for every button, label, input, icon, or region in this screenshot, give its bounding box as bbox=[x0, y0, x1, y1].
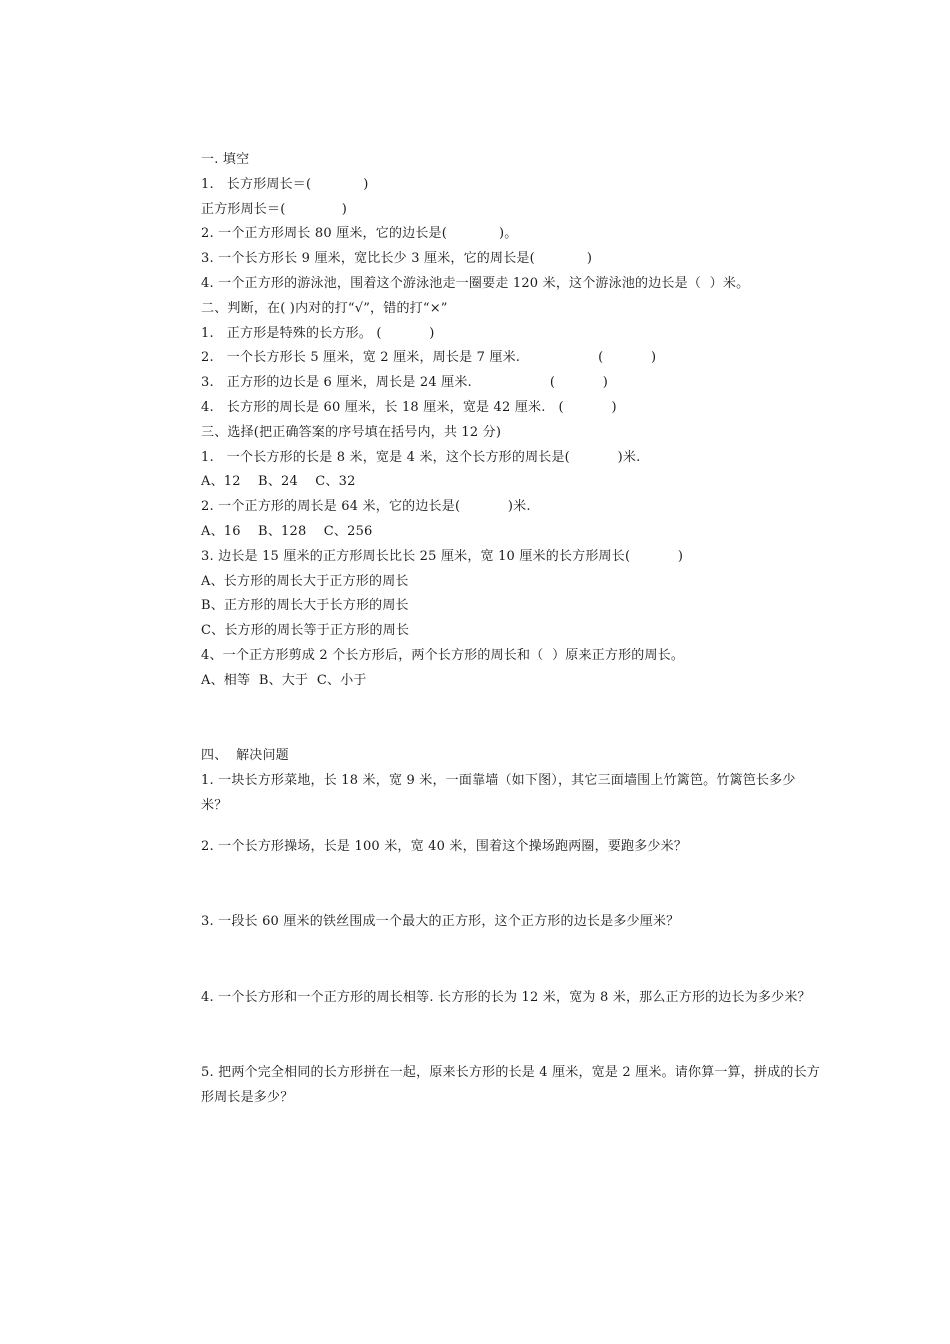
s3-q3-option-a: A、长方形的周长大于正方形的周长 bbox=[201, 573, 409, 589]
s2-item-4: 4. 长方形的周长是 60 厘米，长 18 厘米，宽是 42 厘米. ( ) bbox=[201, 399, 617, 415]
s3-q1-options: A、12 B、24 C、32 bbox=[201, 474, 356, 490]
s2-item-2: 2. 一个长方形长 5 厘米，宽 2 厘米，周长是 7 厘米. ( ) bbox=[201, 350, 657, 366]
s1-item-3: 3. 一个长方形长 9 厘米，宽比长少 3 厘米，它的周长是( ) bbox=[201, 251, 593, 267]
s3-q1: 1. 一个长方形的长是 8 米，宽是 4 米，这个长方形的周长是( )米. bbox=[201, 449, 641, 465]
spacer bbox=[201, 818, 821, 835]
worksheet bbox=[201, 148, 821, 1110]
s2-item-3: 3. 正方形的边长是 6 厘米，周长是 24 厘米. ( ) bbox=[201, 375, 609, 391]
s3-q3-option-c: C、长方形的周长等于正方形的周长 bbox=[201, 623, 410, 639]
s4-q5: 5. 把两个完全相同的长方形拼在一起，原来长方形的长是 4 厘米，宽是 2 厘米。请你算一算，拼成的长方形周长是多少？ bbox=[201, 1064, 821, 1105]
s3-q3-option-b: B、正方形的周长大于长方形的周长 bbox=[201, 598, 409, 614]
spacer bbox=[201, 860, 821, 910]
s2-item-1: 1. 正方形是特殊的长方形。 ( ) bbox=[201, 325, 435, 341]
section-4-title: 四、 解决问题 bbox=[201, 747, 289, 763]
section-1-title: 一. 填空 bbox=[201, 152, 250, 167]
section-2-title: 二、判断，在( )内对的打“√”，错的打“×” bbox=[201, 300, 448, 316]
spacer bbox=[201, 935, 821, 985]
s4-q3: 3. 一段长 60 厘米的铁丝围成一个最大的正方形，这个正方形的边长是多少厘米？ bbox=[201, 914, 680, 930]
s1-item-1: 1. 长方形周长＝( ) bbox=[201, 176, 369, 192]
s3-q2: 2. 一个正方形的周长是 64 米，它的边长是( )米. bbox=[201, 499, 531, 515]
s3-q4: 4、一个正方形剪成 2 个长方形后，两个长方形的周长和（ ）原来正方形的周长。 bbox=[201, 647, 685, 663]
s1-item-2: 2. 一个正方形周长 80 厘米，它的边长是( )。 bbox=[201, 226, 518, 242]
s3-q2-options: A、16 B、128 C、256 bbox=[201, 523, 373, 539]
spacer bbox=[201, 694, 821, 744]
s3-q3: 3. 边长是 15 厘米的正方形周长比长 25 厘米，宽 10 厘米的长方形周长( ) bbox=[201, 548, 684, 564]
s1-item-4: 4. 一个正方形的游泳池，围着这个游泳池走一圈要走 120 米，这个游泳池的边长是（ ）米。 bbox=[201, 275, 750, 291]
spacer bbox=[201, 1010, 821, 1060]
s4-q2: 2. 一个长方形操场，长是 100 米，宽 40 米，围着这个操场跑两圈，要跑多少米？ bbox=[201, 839, 688, 855]
s3-q4-options: A、相等 B、大于 C、小于 bbox=[201, 672, 367, 688]
s4-q1: 1. 一块长方形菜地，长 18 米，宽 9 米，一面靠墙（如下图），其它三面墙围上竹篱笆。竹篱笆长多少米？ bbox=[201, 773, 796, 814]
s4-q4: 4. 一个长方形和一个正方形的周长相等. 长方形的长为 12 米，宽为 8 米，那么正方形的边长为多少米？ bbox=[201, 989, 811, 1005]
s1-item-1b: 正方形周长＝( ) bbox=[201, 201, 348, 217]
section-3-title: 三、选择(把正确答案的序号填在括号内，共 12 分) bbox=[201, 424, 502, 440]
